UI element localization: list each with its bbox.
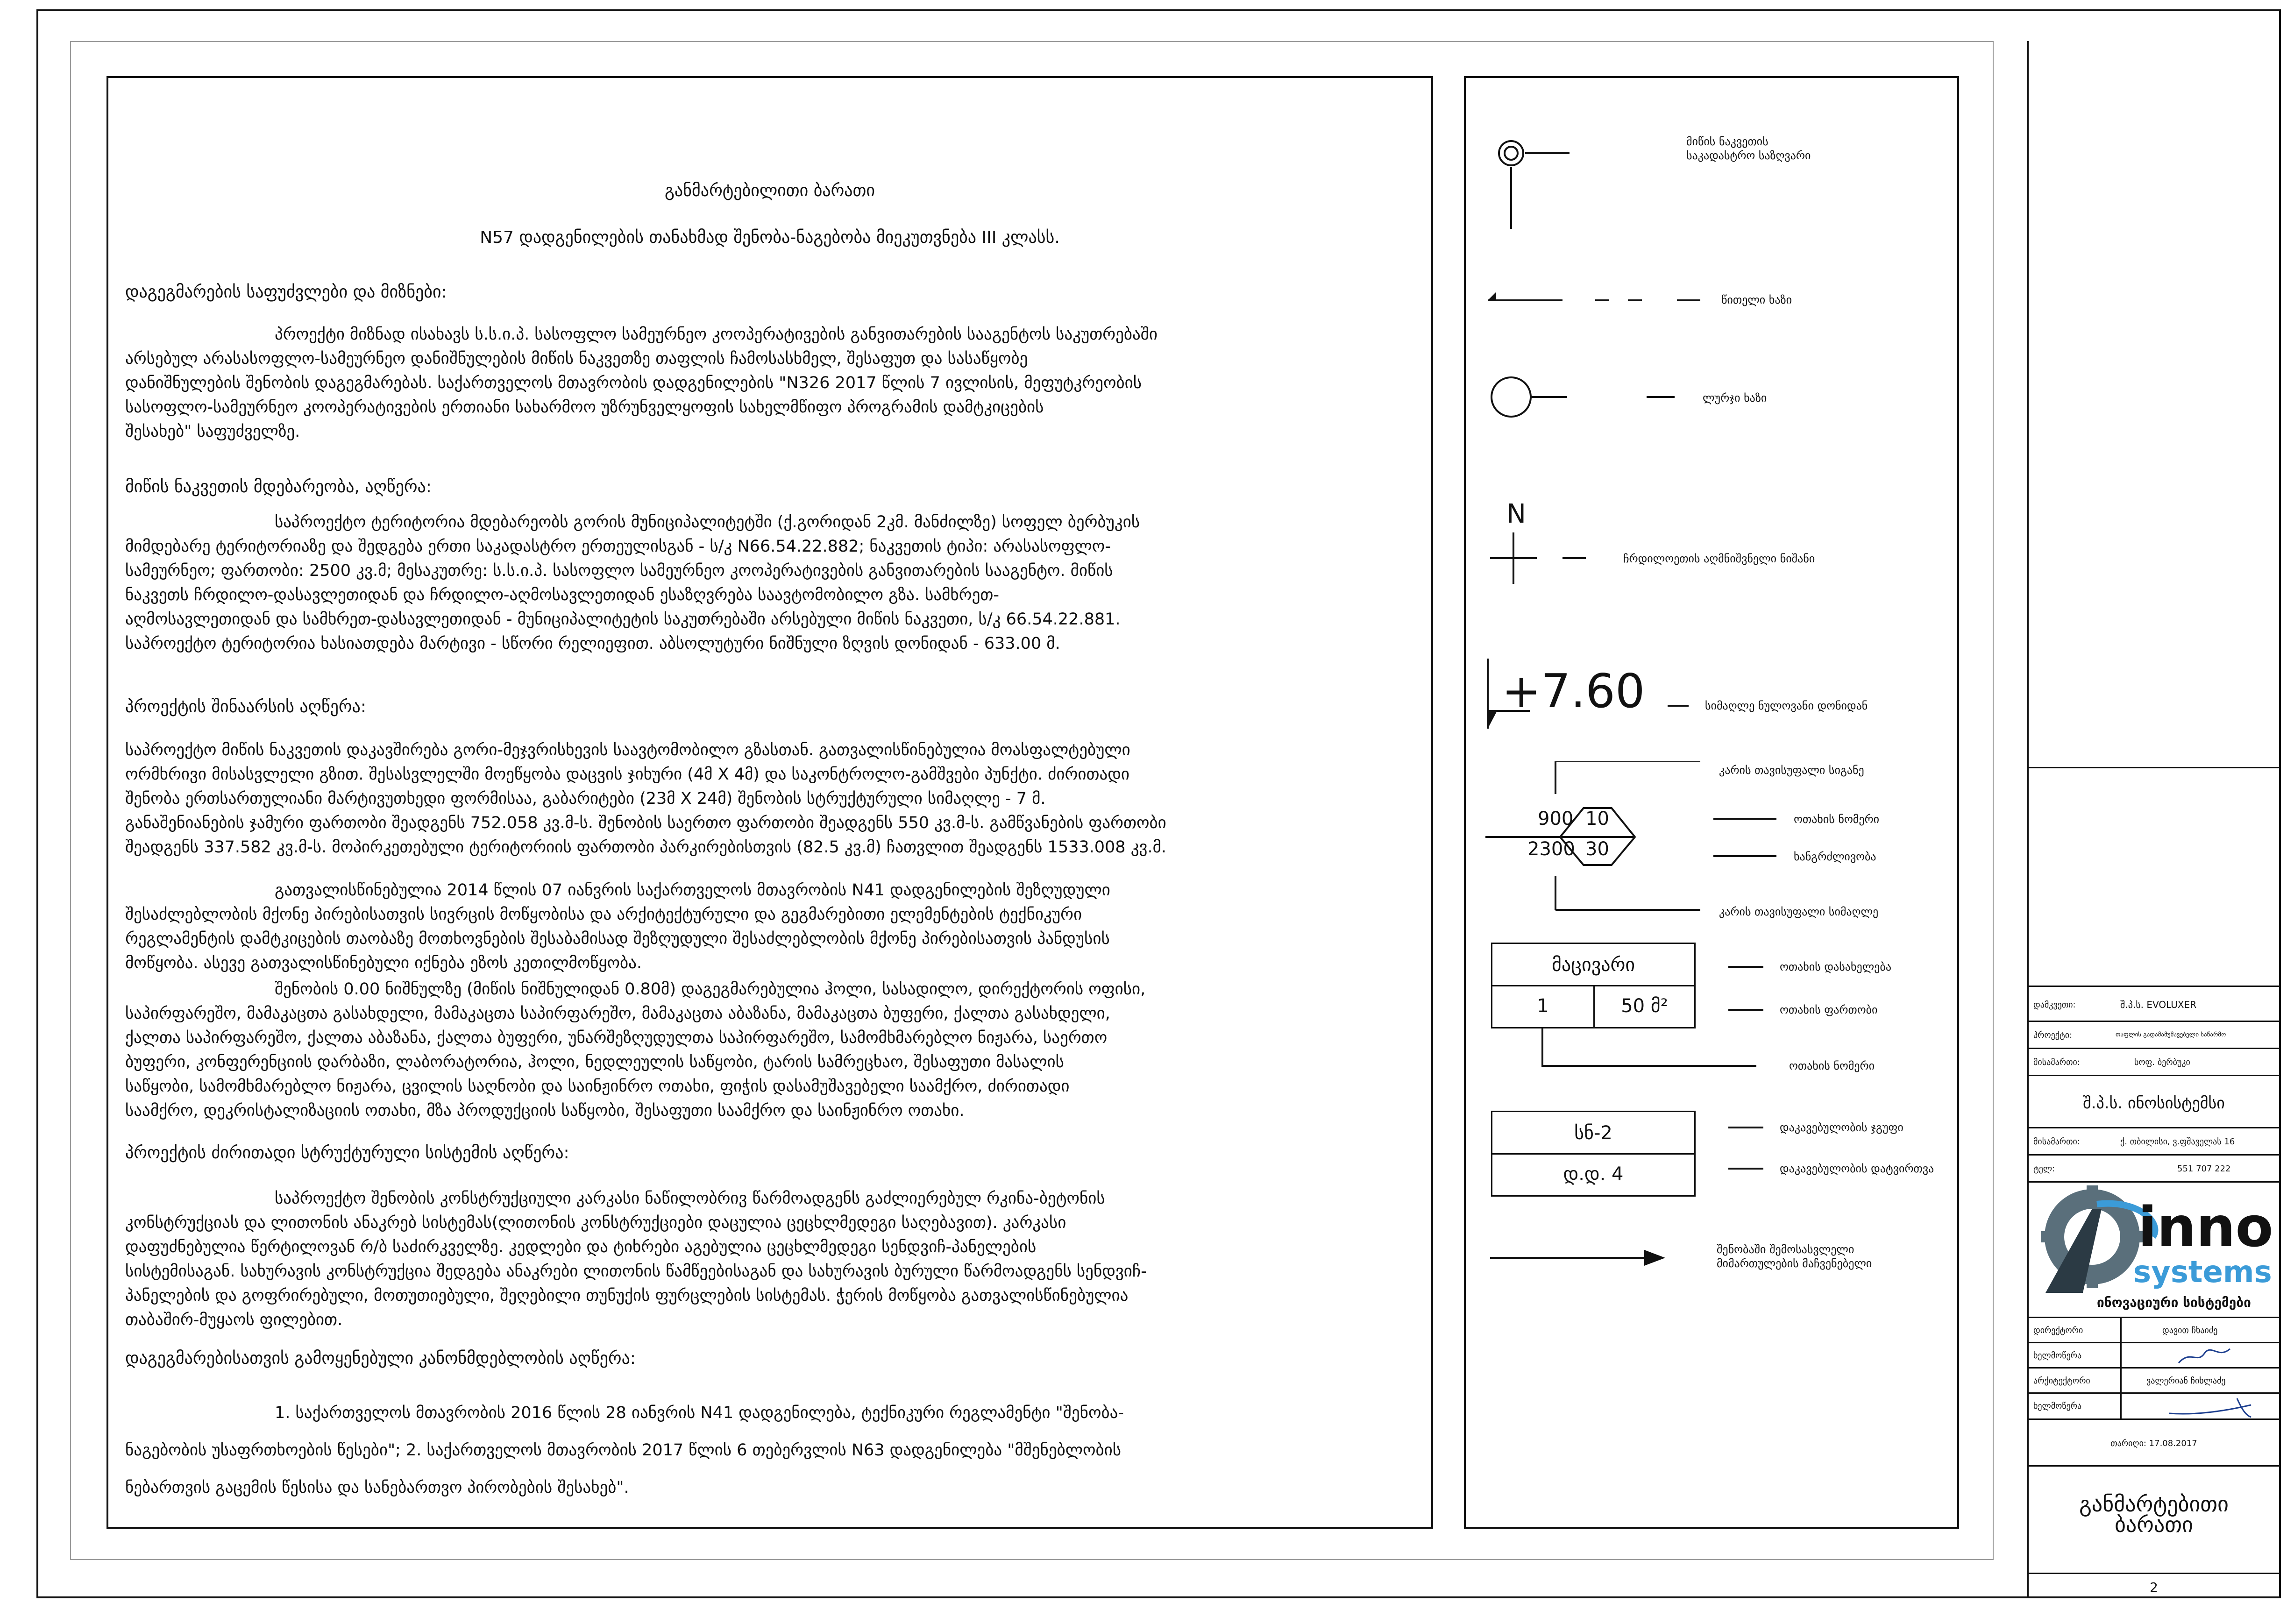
entrance-arrow-icon <box>1490 1246 1668 1269</box>
phone-label: ტელ: <box>2033 1164 2055 1174</box>
tb-cell-divider <box>2120 1394 2122 1420</box>
tb-cell-divider <box>2120 1343 2122 1369</box>
building-line-label: ლურჯი ხაზი <box>1703 391 1767 404</box>
architect-value: ვალერიან ჩიხლაძე <box>2146 1376 2226 1386</box>
group-load-label: დაკავებულობის დატვირთვა <box>1780 1162 1934 1175</box>
architect-label: არქიტექტორი <box>2033 1376 2090 1386</box>
logo-tagline: ინოვაციური სისტემები <box>2097 1295 2251 1310</box>
paragraph-structure: საპროექტო შენობის კონსტრუქციული კარკასი ნაწილობრივ წარმოადგენს გაძლიერებულ რკინა-ბეტონის კონსტრუქციას და ლითონის ანაკრებ სისტემას(ლითონის კონსტრუქციები დაცულია ცეცხლმედეგი საღებავით). კარკასი დაფუძნებულია წერტილოვან რ/ბ საძირკველზე. კედლები და ტიხრები აგებულია ცეცხლმედეგი სენდვიჩ-პანელების სისტემისაგან. სახურავის კონსტრუქცია შედგება ანაკრები ლითონის წამწეებისაგან და სახურავის ბურული წარმოადგენს სენდვიჩ- პანელების და გოფრირებული, მოთუთიებული, შეღებილი თუნუქის ფურცლების სისტემას. ჭერის მოწყობა გათვალისწინებულია თაბაშირ-მუყაოს ფილებით. <box>125 1189 1147 1329</box>
door-symbol-icon <box>1485 761 1747 925</box>
entrance-label: შენობაში შემოსასვლელი მიმართულების მაჩვენებელი <box>1717 1243 1872 1270</box>
room-index-label: ოთახის ნომერი <box>1789 1059 1875 1072</box>
paragraph-location: საპროექტო ტერიტორია მდებარეობს გორის მუნიციპალიტეტში (ქ.გორიდან 2კმ. მანძილზე) სოფელ ბერბუკის მიმდებარე ტერიტორიაზე და შედგება ერთი საკადასტრო ერთეულისგან - ს/კ N66.54.22.882; ნაკვეთის ტიპი: არასასოფლო- სამეურნეო; ფართობი: 2500 კვ.მ; მესაკუთრე: ს.ს.ი.პ. სასოფლო სამეურნეო კოოპერატივების განვითარების სააგენტო. მიწის ნაკვეთს ჩრდილო-დასავლეთიდან და ჩრდილო-აღმოსავლეთიდან ესაზღვრება საავტომობილო გზა. სამხრეთ- აღმოსავლეთიდან და სამხრეთ-დასავლეთიდან - მუნიციპალიტეტის საკუთრებაში არსებული მიწის ნაკვეთი, ს/კ 66.54.22.881. საპროექტო ტერიტორია ხასიათდება მარტივი - სწორი რელიეფით. აბსოლუტური ნიშნული ზღვის დონიდან - 633.00 მ. <box>125 513 1140 653</box>
tb-row-client <box>2027 986 2281 1021</box>
project-label: პროექტი: <box>2033 1030 2073 1040</box>
signature-1-icon <box>2176 1345 2232 1367</box>
group-load-dash <box>1728 1168 1763 1170</box>
section-heading-structure: პროექტის ძირითადი სტრუქტურული სისტემის აღწერა: <box>125 1143 569 1163</box>
door-width-label: კარის თავისუფალი სიგანე <box>1719 764 1864 777</box>
door-height-label: კარის თავისუფალი სიმაღლე <box>1719 905 1879 918</box>
room-area-label: ოთახის ფართობი <box>1780 1003 1878 1016</box>
room-tag-leader-h <box>1541 1065 1756 1067</box>
tb-cell-divider <box>2120 1369 2122 1394</box>
elevation-value: +7.60 <box>1502 664 1645 718</box>
tb-row-project <box>2027 1021 2281 1048</box>
room-name: მაცივარი <box>1551 954 1635 976</box>
room-num-inner-bottom: 30 <box>1585 838 1609 860</box>
tb-row-logo <box>2027 1181 2281 1317</box>
paragraph-content-2: გათვალისწინებულია 2014 წლის 07 იანვრის საქართველოს მთავრობის N41 დადგენილების შეზღუდული შესაძლებლობის მქონე პირებისათვის სივრცის მოწყობისა და არქიტექტურული და გეგმარებითი ელემენტების ტექნიკური რეგლამენტის დამტკიცების თაობაზე მოთხოვნების შესაბამისად შეზღუდული შესაძლებლობის მქონე პირებისათვის პანდუსის მოწყობა. ასევე გათვალისწინებული იქნება ეზოს კეთილმოწყობა. <box>125 881 1110 972</box>
room-name-label: ოთახის დასახელება <box>1780 960 1892 973</box>
tb-row-sheet-title <box>2027 1465 2281 1573</box>
north-arrow-icon <box>1490 532 1644 584</box>
group-code: სნ-2 <box>1574 1122 1612 1144</box>
tb-row-director <box>2027 1317 2281 1342</box>
room-index: 1 <box>1537 995 1549 1017</box>
room-tag <box>1491 943 1696 1028</box>
tb-cell-divider <box>2120 1318 2122 1343</box>
room-name-dash <box>1728 966 1763 968</box>
room-number-label: ოთახის ნომერი <box>1794 813 1880 826</box>
tb-row-company-address <box>2027 1127 2281 1154</box>
section-heading-basis: დაგეგმარების საფუძვლები და მიზნები: <box>125 283 447 302</box>
room-num-top: 900 <box>1538 808 1574 830</box>
logo-inno-text: inno <box>2138 1195 2273 1259</box>
group-code-dash <box>1728 1127 1763 1128</box>
paragraph-content-1: საპროექტო მიწის ნაკვეთის დაკავშირება გორი-მეჯვრისხევის საავტომობილო გზასთან. გათვალისწინებულია მოასფალტებული ორმხრივი მისასვლელი გზით. შესასვლელში მოეწყობა დაცვის ჯიხური (4მ X 4მ) და საკონტროლო-გამშვები პუნქტი. ძირითადი შენობა ერთსართულიანი მარტივუთხედი ფორმისაა, გაბარიტები (23მ X 24მ) შენობის სტრუქტურული სიმაღლე - 7 მ. განაშენიანების ჯამური ფართობი შეადგენს 752.058 კვ.მ-ს. შენობის საერთო ფართობი შეადგენს 550 კვ.მ-ს. გამწვანების ფართობი შეადგენს 337.582 კვ.მ-ს. მოპირკეთებული ტერიტორიის ფართობი პარკირებისთვის (82.5 კვ.მ) ჩათვლით შეადგენს 1533.008 კვ.მ. <box>125 741 1167 857</box>
project-value: თაფლის გადამამუშავებელი საწარმო <box>2116 1031 2226 1038</box>
group-code-label: დაკავებულობის ჯგუფი <box>1780 1121 1903 1134</box>
tb-row-company <box>2027 1075 2281 1127</box>
height-label: ხანგრძლივობა <box>1794 850 1876 863</box>
signature-2-icon <box>2167 1395 2260 1419</box>
company-name: შ.პ.ს. ინოსისტემსი <box>2083 1094 2225 1113</box>
red-line-label: წითელი ხაზი <box>1721 293 1792 306</box>
room-area-dash <box>1728 1009 1763 1011</box>
occupancy-tag <box>1491 1111 1696 1197</box>
document-subtitle: N57 დადგენილების თანახმად შენობა-ნაგებობა მიეკუთვნება III კლასს. <box>480 228 1060 247</box>
occupancy-tag-divider <box>1492 1153 1694 1155</box>
section-heading-location: მიწის ნაკვეთის მდებარეობა, აღწერა: <box>125 477 432 496</box>
tb-row-address <box>2027 1048 2281 1075</box>
north-label: ჩრდილოეთის აღმნიშვნელი ნიშანი <box>1623 552 1815 565</box>
signature-label-2: ხელმოწერა <box>2033 1401 2082 1411</box>
building-line-symbol-icon <box>1488 376 1684 418</box>
client-value: შ.პ.ს. EVOLUXER <box>2120 999 2197 1010</box>
title-block-top-line <box>2027 767 2281 776</box>
director-label: დირექტორი <box>2033 1326 2083 1335</box>
tb-row-sheet-number <box>2027 1573 2281 1598</box>
company-address-value: ქ. თბილისი, ვ.ფშაველას 16 <box>2120 1137 2235 1147</box>
red-line-symbol-icon <box>1488 287 1712 306</box>
tb-row-architect <box>2027 1367 2281 1392</box>
room-number-dash <box>1713 818 1776 820</box>
paragraph-legislation: 1. საქართველოს მთავრობის 2016 წლის 28 იანვრის N41 დადგენილება, ტექნიკური რეგლამენტი "შენობა- ნაგებობის უსაფრთხოების წესები"; 2. საქართველოს მთავრობის 2017 წლის 6 თებერვლის N63 დადგენილება "მშენებლობის ნებართვის გაცემის წესისა და სანებართვო პირობების შესახებ". <box>125 1404 1124 1497</box>
tb-row-signature-1 <box>2027 1342 2281 1367</box>
date: თარიღი: 17.08.2017 <box>2110 1439 2197 1448</box>
document-title: განმარტებილითი ბარათი <box>664 181 875 200</box>
room-num-bottom: 2300 <box>1527 838 1575 860</box>
address-label: მისამართი: <box>2033 1057 2080 1067</box>
boundary-symbol-icon <box>1490 131 1570 234</box>
sheet-number: 2 <box>2150 1580 2158 1595</box>
tb-row-phone <box>2027 1154 2281 1181</box>
director-value: დავით ჩხაიძე <box>2162 1326 2218 1335</box>
north-letter: N <box>1506 499 1526 529</box>
section-heading-content: პროექტის შინაარსის აღწერა: <box>125 697 366 716</box>
boundary-label: მიწის ნაკვეთის საკადასტრო საზღვარი <box>1686 135 1811 162</box>
elevation-label: სიმაღლე ნულოვანი დონიდან <box>1705 699 1868 712</box>
paragraph-basis: პროექტი მიზნად ისახავს ს.ს.ი.პ. სასოფლო სამეურნეო კოოპერატივების განვითარების სააგენტოს საკუთრებაში არსებულ არასასოფლო-სამეურნეო დანიშნულების მიწის ნაკვეთზე თაფლის ჩამოსასხმელ, შესაფუთ და სასაწყობე დანიშნულების შენობის დაგეგმარებას. საქართველოს მთავრობის დადგენილების "N326 2017 წლის 7 ივლისის, მეფუტკრეობის სასოფლო-სამეურნეო კოოპერატივების ერთიანი სახარმოო უზრუნველყოფის სახელმწიფო პროგრამის დამტკიცების შესახებ" საფუძველზე. <box>125 325 1158 441</box>
company-address-label: მისამართი: <box>2033 1137 2080 1147</box>
address-value: სოფ. ბერბუკი <box>2134 1057 2190 1067</box>
group-load: დ.დ. 4 <box>1563 1163 1624 1185</box>
paragraph-content-3: შენობის 0.00 ნიშნულზე (მიწის ნიშნულიდან 0.80მ) დაგეგმარებულია ჰოლი, სასადილო, დირექტორის ოფისი, საპირფარეშო, მამაკაცთა გასახდელი, მამაკაცთა საპირფარეშო, მამაკაცთა აბაზანა, მამაკაცთა ბუფერი, ქალთა გასახდელი, ქალთა საპირფარეშო, ქალთა აბაზანა, ქალთა ბუფერი, უნარშეზღუდულთა საპირფარეშო, სამომხმარებლო ნიჟარა, საერთო ბუფერი, კონფერენციის დარბაზი, ლაბორატორია, ჰოლი, ნედლეულის საწყობი, ტარის სამრეცხაო, შესაფუთი მასალის საწყობი, სამომხმარებლო ნიჟარა, ცვილის საღნობი და საინჟინრო ოთახი, ფიჭის დასამუშავებელი საამქრო, ძირითადი საამქრო, დეკრისტალიზაციის ოთახი, მზა პროდუქციის საწყობი, შესაფუთი საამქრო და საინჟინრო ოთახი. <box>125 980 1146 1120</box>
room-tag-leader <box>1541 1028 1543 1066</box>
elevation-dash <box>1668 705 1689 707</box>
tb-row-date <box>2027 1418 2281 1465</box>
room-area: 50 მ² <box>1621 995 1668 1017</box>
client-label: დამკვეთი: <box>2033 1000 2076 1010</box>
phone-value: 551 707 222 <box>2177 1164 2231 1174</box>
logo-systems-text: systems <box>2133 1255 2272 1290</box>
sheet-title: განმარტებითი ბარათი <box>2079 1491 2229 1537</box>
room-num-inner-top: 10 <box>1585 808 1609 830</box>
height-dash <box>1713 855 1776 857</box>
section-heading-legislation: დაგეგმარებისათვის გამოყენებული კანონმდებლობის აღწერა: <box>125 1349 636 1368</box>
signature-label-1: ხელმოწერა <box>2033 1351 2082 1361</box>
tb-row-signature-2 <box>2027 1392 2281 1418</box>
